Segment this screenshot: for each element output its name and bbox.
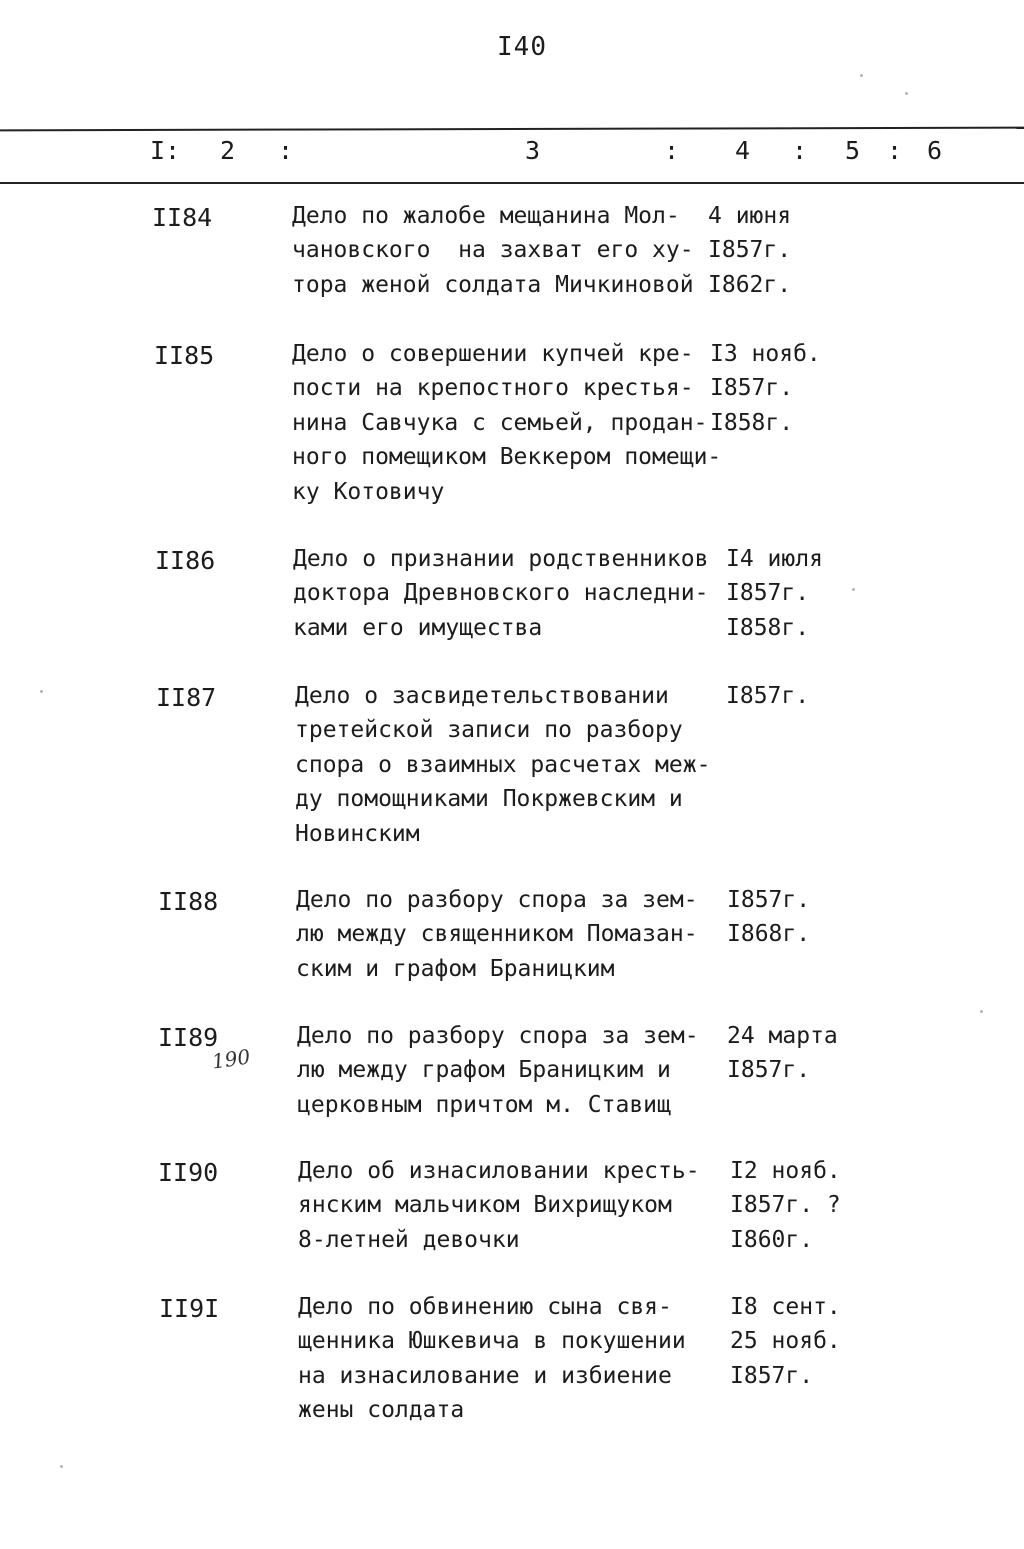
record-description: Дело о признании родственников доктора Древновского наследни- ками его имущества — [293, 546, 709, 641]
header-col-5: 5 — [845, 136, 861, 165]
record-number: II85 — [154, 341, 215, 370]
record-description: Дело об изнасиловании кресть- янским мальчиком Вихрищуком 8-летней девочки — [298, 1158, 700, 1253]
record-description: Дело по разбору спора за зем- лю между графом Браницким и церковным причтом м. Ставищ — [297, 1023, 699, 1118]
header-bottom-rule — [0, 182, 1024, 184]
header-col-3: 3 — [525, 136, 541, 165]
record-number: II87 — [156, 683, 217, 712]
header-col-1: I: — [150, 136, 181, 165]
header-col-6: 6 — [927, 136, 943, 165]
record-description: Дело по жалобе мещанина Мол- чановского на захват его ху- тора женой солдата Мичкиновой — [292, 203, 694, 298]
record-description: Дело о засвидетельствовании третейской записи по разбору спора о взаимных расчетах меж- ду помощниками Покржевским и Новинским — [295, 683, 711, 847]
header-sep-4: : — [887, 136, 903, 165]
record-number: II84 — [152, 203, 213, 232]
record-dates: I857г. — [726, 683, 810, 709]
record-number: II9I — [159, 1294, 220, 1323]
scan-speck — [905, 92, 908, 95]
record-dates: I2 нояб. I857г. ? I860г. — [730, 1158, 841, 1253]
record-number: II89 — [158, 1023, 219, 1052]
record-description: Дело по разбору спора за зем- лю между священником Помазан- ским и графом Браницким — [296, 887, 698, 982]
header-col-4: 4 — [735, 136, 751, 165]
record-description: Дело о совершении купчей кре- пости на крепостного крестья- нина Савчука с семьей, продан- ного помещиком Веккером помещи- ку Котовичу — [292, 341, 722, 505]
scan-speck — [852, 588, 855, 591]
header-sep-3: : — [792, 136, 808, 165]
scan-speck — [860, 74, 863, 77]
record-dates: I3 нояб. I857г. I858г. — [710, 341, 821, 436]
record-dates: 4 июня I857г. I862г. — [708, 203, 792, 298]
scan-speck — [40, 690, 43, 693]
header-top-rule — [0, 127, 1024, 132]
record-dates: I857г. I868г. — [727, 887, 811, 948]
record-dates: I4 июля I857г. I858г. — [726, 546, 823, 641]
header-sep-1: : — [278, 136, 294, 165]
record-number: II86 — [155, 546, 216, 575]
record-number: II88 — [158, 887, 219, 916]
record-description: Дело по обвинению сына свя- щенника Юшкевича в покушении на изнасилование и избиение жены солдата — [298, 1294, 686, 1424]
record-number: II90 — [158, 1158, 219, 1187]
header-col-2: 2 — [220, 136, 236, 165]
record-dates: 24 марта I857г. — [727, 1023, 838, 1084]
scan-speck — [980, 1010, 983, 1013]
handwritten-annotation: 190 — [210, 1044, 252, 1074]
record-dates: I8 сент. 25 нояб. I857г. — [730, 1294, 841, 1389]
page-number: I40 — [497, 32, 547, 62]
header-sep-2: : — [664, 136, 680, 165]
scan-speck — [60, 1465, 63, 1468]
